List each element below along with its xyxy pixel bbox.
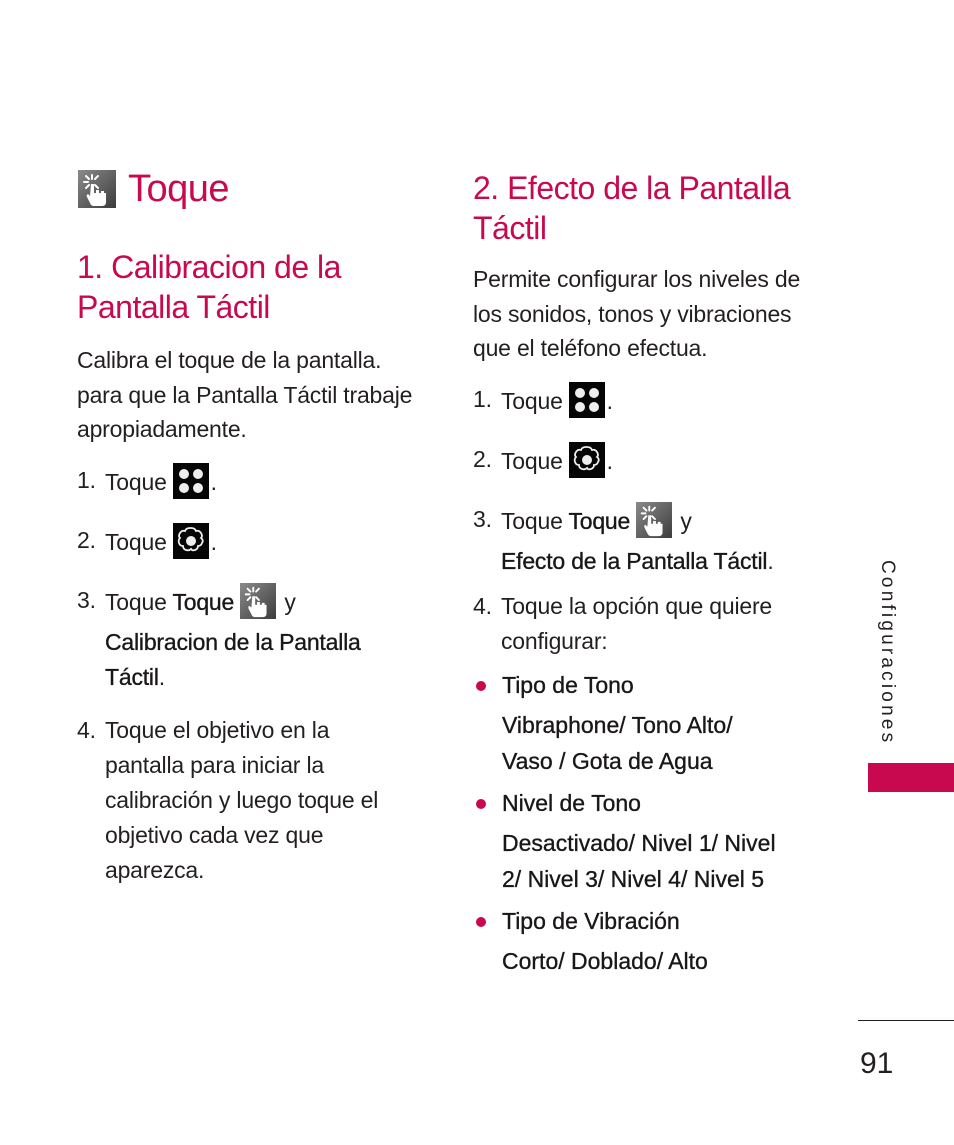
section2-heading-line1: 2. Efecto de la Pantalla bbox=[473, 170, 791, 206]
touch-icon bbox=[240, 583, 276, 619]
section2-heading-line2: Táctil bbox=[473, 210, 547, 246]
step-text: Toque bbox=[105, 468, 167, 495]
step-bold: Efecto de la Pantalla Táctil bbox=[501, 547, 768, 574]
section1-step-2 bbox=[77, 523, 427, 565]
step-line: calibración y luego toque el bbox=[105, 786, 379, 813]
step-conj: y bbox=[680, 507, 692, 534]
step-suffix: . bbox=[606, 447, 613, 474]
step-text: Toque bbox=[501, 387, 563, 414]
option-tipo-de-vibracion bbox=[473, 903, 823, 979]
option-label: Tipo de Vibración bbox=[502, 907, 680, 934]
step-text: Toque bbox=[501, 507, 563, 534]
step-line: aparezca. bbox=[105, 856, 205, 883]
step-number: 2. bbox=[77, 526, 96, 553]
option-label: Tipo de Tono bbox=[502, 671, 634, 698]
section2-step-3 bbox=[473, 502, 823, 579]
step-number: 3. bbox=[77, 586, 96, 613]
step-number: 1. bbox=[77, 466, 96, 493]
section1-step-1 bbox=[77, 463, 427, 505]
section2-intro bbox=[473, 262, 823, 366]
step-line: configurar: bbox=[501, 627, 608, 654]
step-number: 4. bbox=[473, 592, 492, 619]
touch-icon bbox=[636, 502, 672, 538]
intro-line: Calibra el toque de la pantalla. bbox=[77, 347, 382, 373]
step-number: 2. bbox=[473, 445, 492, 472]
section1-heading-line2: Pantalla Táctil bbox=[77, 289, 270, 325]
option-values: 2/ Nivel 3/ Nivel 4/ Nivel 5 bbox=[502, 865, 765, 892]
menu-grid-icon bbox=[173, 463, 209, 499]
step-line: Toque el objetivo en la bbox=[105, 716, 330, 743]
section1-intro bbox=[77, 343, 427, 447]
section1-step-4 bbox=[77, 713, 427, 888]
footer-divider bbox=[858, 1020, 954, 1021]
step-suffix: . bbox=[158, 663, 165, 690]
step-suffix: . bbox=[210, 468, 217, 495]
step-line: Toque la opción que quiere bbox=[501, 592, 773, 619]
section2-step-2 bbox=[473, 442, 823, 484]
intro-line: apropiadamente. bbox=[77, 416, 247, 442]
section1-heading-line1: 1. Calibracion de la bbox=[77, 249, 341, 285]
step-bold: Táctil bbox=[105, 663, 159, 690]
menu-grid-icon bbox=[569, 382, 605, 418]
step-bold: Toque bbox=[568, 507, 631, 534]
step-text: Toque bbox=[105, 528, 167, 555]
section2-step-4 bbox=[473, 589, 823, 659]
section2-step-1 bbox=[473, 382, 823, 424]
step-number: 1. bbox=[473, 385, 492, 412]
step-line: pantalla para iniciar la bbox=[105, 751, 324, 778]
step-suffix: . bbox=[210, 528, 217, 555]
section-calibracion bbox=[77, 247, 427, 888]
step-bold: Toque bbox=[172, 588, 235, 615]
bullet-icon bbox=[476, 681, 486, 691]
option-label: Nivel de Tono bbox=[502, 789, 641, 816]
option-tipo-de-tono bbox=[473, 667, 823, 779]
intro-line: los sonidos, tonos y vibraciones bbox=[473, 300, 792, 327]
page-title-text: Toque bbox=[128, 168, 230, 210]
option-nivel-de-tono bbox=[473, 785, 823, 897]
step-text: Toque bbox=[501, 447, 563, 474]
step-suffix: . bbox=[606, 387, 613, 414]
section2-heading bbox=[473, 168, 823, 248]
option-values: Corto/ Doblado/ Alto bbox=[502, 947, 708, 974]
section-efecto bbox=[473, 168, 823, 979]
section1-step-3 bbox=[77, 583, 427, 695]
step-bold: Calibracion de la Pantalla bbox=[105, 628, 361, 655]
page-number: 91 bbox=[860, 1047, 894, 1080]
option-values: Vibraphone/ Tono Alto/ bbox=[502, 711, 733, 738]
option-values: Vaso / Gota de Agua bbox=[502, 747, 713, 774]
step-conj: y bbox=[284, 588, 296, 615]
bullet-icon bbox=[476, 799, 486, 809]
section1-heading bbox=[77, 247, 427, 327]
page-title bbox=[78, 165, 229, 213]
intro-line: Permite configurar los niveles de bbox=[473, 266, 801, 292]
settings-gear-icon bbox=[569, 442, 605, 478]
step-number: 4. bbox=[77, 716, 96, 743]
intro-line: que el teléfono efectua. bbox=[473, 335, 708, 361]
step-suffix: . bbox=[767, 547, 774, 574]
bullet-icon bbox=[476, 917, 486, 927]
settings-gear-icon bbox=[173, 523, 209, 559]
intro-line: para que la Pantalla Táctil trabaje bbox=[77, 381, 413, 408]
side-tab-label: Configuraciones bbox=[877, 560, 898, 746]
side-tab-marker bbox=[868, 763, 954, 792]
option-values: Desactivado/ Nivel 1/ Nivel bbox=[502, 829, 776, 856]
step-number: 3. bbox=[473, 505, 492, 532]
step-text: Toque bbox=[105, 588, 167, 615]
touch-icon bbox=[78, 170, 116, 208]
step-line: objetivo cada vez que bbox=[105, 821, 324, 848]
